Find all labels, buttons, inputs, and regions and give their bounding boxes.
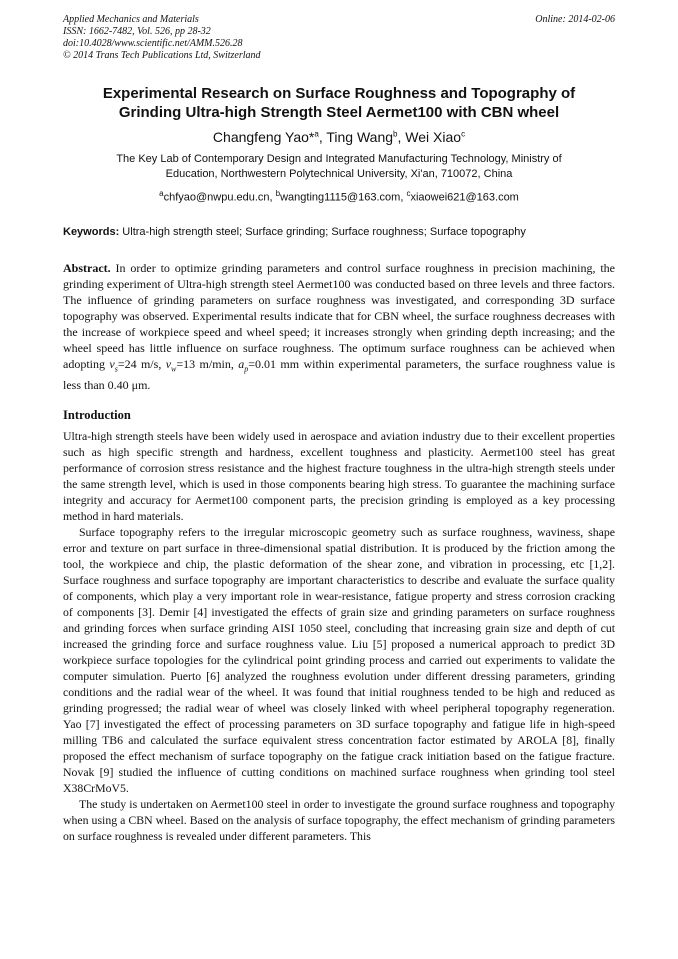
param-vs bbox=[109, 356, 118, 374]
keywords bbox=[63, 226, 615, 238]
introduction-paragraph-3: The study is undertaken on Aermet100 steel in order to investigate the ground surface roughness and topography when using a CBN wheel. Based on the analysis of surface topography, the effect mechanism of grinding parameters on surface roughness is revealed under different parameters. This bbox=[63, 797, 615, 844]
email-3[interactable]: xiaowei621@163.com bbox=[410, 191, 519, 204]
param-ap-base: a bbox=[238, 356, 245, 371]
param-vw-sub: w bbox=[171, 364, 177, 374]
title-line-1: Experimental Research on Surface Roughness and Topography of bbox=[102, 85, 576, 102]
abstract-label: Abstract. bbox=[63, 260, 111, 275]
abstract-text-3: =13 m/min, bbox=[176, 356, 239, 371]
introduction-paragraph-1: Ultra-high strength steels have been widely used in aerospace and aviation industry due to their excellent properties such as high specific strength and hardness, excellent toughness and plasticity. Aermet100 steel has great performance of corrosion stress resistance and the highest fracture toughness in the ultra-high strength steels under the same strength level, which is used in those components bearing high stress. To guarantee the machining surface integrity and accuracy for Aermet100 component parts, the precision grinding is employed as a key processing method in hard materials. bbox=[63, 429, 615, 524]
author-3: Wei Xiao bbox=[405, 129, 462, 145]
journal-header bbox=[63, 14, 615, 62]
author-1-affil-mark: a bbox=[314, 129, 319, 139]
email-1[interactable]: chfyao@nwpu.edu.cn, bbox=[163, 191, 276, 204]
affiliation bbox=[63, 152, 615, 182]
param-ap bbox=[238, 356, 249, 374]
introduction-paragraph-2: Surface topography refers to the irregular microscopic geometry such as surface roughness, waviness, shape error and texture on part surface in three-dimensional spatial distribution. It is produced by the friction among the tool, the workpiece and chip, the plastic deformation of the shear zone, and vibration in processing, etc [1,2]. Surface roughness and surface topography are important characteristics to describe and evaluate the surface quality of components, which play a very important role in wear-resistance, fatigue property and stress corrosion cracking of components [3]. Demir [4] investigated the effects of grain size and grinding parameters on surface roughness and grinding forces when surface grinding AISI 1050 steel, concluding that increasing grain size and depth of cut increased the grinding force and surface roughness value. Liu [5] proposed a numerical approach to predict 3D workpiece surface topologies for the cylindrical point grinding process and carried out experiments to validate the computer simulation. Puerto [6] analyzed the roughness evolution under different dressing parameters, grinding conditions and the radial wear of the wheel. It was found that initial roughness tended to be high and reduced as grinding progressed; the radial wear of wheel was closely linked with wheel peripheral topography regeneration. Yao [7] investigated the effect of processing parameters on 3D surface topography and fatigue life in high-speed milling TB6 and calculated the surface equivalent stress concentration factor estimated by AROLA [8], finally proposed the effect mechanism of surface topography on the fatigue crack initiation based on the fatigue fracture. Novak [9] studied the influence of cutting conditions on machined surface roughness when grinding tool steel X38CrMoV5. bbox=[63, 525, 615, 796]
abstract-text-4: =0.01 mm within experimental parameters, the surface roughness value is less than 0.40 μm. bbox=[63, 356, 616, 393]
author-list: Changfeng Yao*$^a$, Ting Wang$^b$, Wei Xiao$^c$ bbox=[212, 129, 466, 145]
param-vs-base: v bbox=[109, 356, 115, 371]
title-line-2: Grinding Ultra-high Strength Steel Aermet100 with CBN wheel bbox=[118, 104, 560, 121]
keywords-text: Ultra-high strength steel; Surface grinding; Surface roughness; Surface topography bbox=[119, 225, 526, 238]
paper-title bbox=[63, 84, 615, 122]
email-3-mark: c bbox=[406, 189, 411, 198]
affiliation-line-2: Education, Northwestern Polytechnical University, Xi'an, 710072, China bbox=[165, 168, 513, 180]
author-1: Changfeng Yao* bbox=[212, 129, 315, 145]
param-vw-base: v bbox=[165, 356, 172, 371]
copyright-line: © 2014 Trans Tech Publications Ltd, Switzerland bbox=[63, 50, 261, 61]
author-3-affil-mark: c bbox=[461, 129, 466, 139]
email-2-mark: b bbox=[275, 189, 281, 198]
author-2: Ting Wang bbox=[326, 129, 394, 145]
param-vw bbox=[165, 356, 177, 374]
abstract bbox=[63, 260, 615, 393]
email-2[interactable]: wangting1115@163.com, bbox=[280, 191, 407, 204]
online-date: Online: 2014-02-06 bbox=[535, 14, 615, 25]
param-ap-sub: p bbox=[244, 364, 249, 374]
journal-name: Applied Mechanics and Materials bbox=[63, 14, 199, 25]
param-vs-sub: s bbox=[114, 364, 118, 374]
author-emails bbox=[63, 189, 615, 204]
email-1-mark: a bbox=[159, 189, 164, 198]
author-2-affil-mark: b bbox=[393, 129, 398, 139]
introduction-heading: Introduction bbox=[63, 408, 131, 423]
issn-line: ISSN: 1662-7482, Vol. 526, pp 28-32 bbox=[63, 26, 211, 37]
abstract-text-1: In order to optimize grinding parameters and control surface roughness in precision machining, the grinding experiment of Ultra-high strength steel Aermet100 was conducted based on three levels and three factors. The influence of grinding parameters on surface roughness was investigated, and corresponding 3D surface topography was observed. Experimental results indicate that for CBN wheel, the surface roughness decreases with the increase of workpiece speed and wheel speed; it increases strongly when grinding depth increasing; and the wheel speed has little influence on surface roughness. The optimum surface roughness can be achieved when adopting bbox=[63, 260, 615, 371]
affiliation-line-1: The Key Lab of Contemporary Design and Integrated Manufacturing Technology, Ministry of bbox=[116, 153, 562, 165]
abstract-text-2: =24 m/s, bbox=[117, 356, 166, 371]
keywords-label: Keywords: bbox=[63, 225, 120, 238]
doi-line: doi:10.4028/www.scientific.net/AMM.526.28 bbox=[63, 38, 243, 49]
